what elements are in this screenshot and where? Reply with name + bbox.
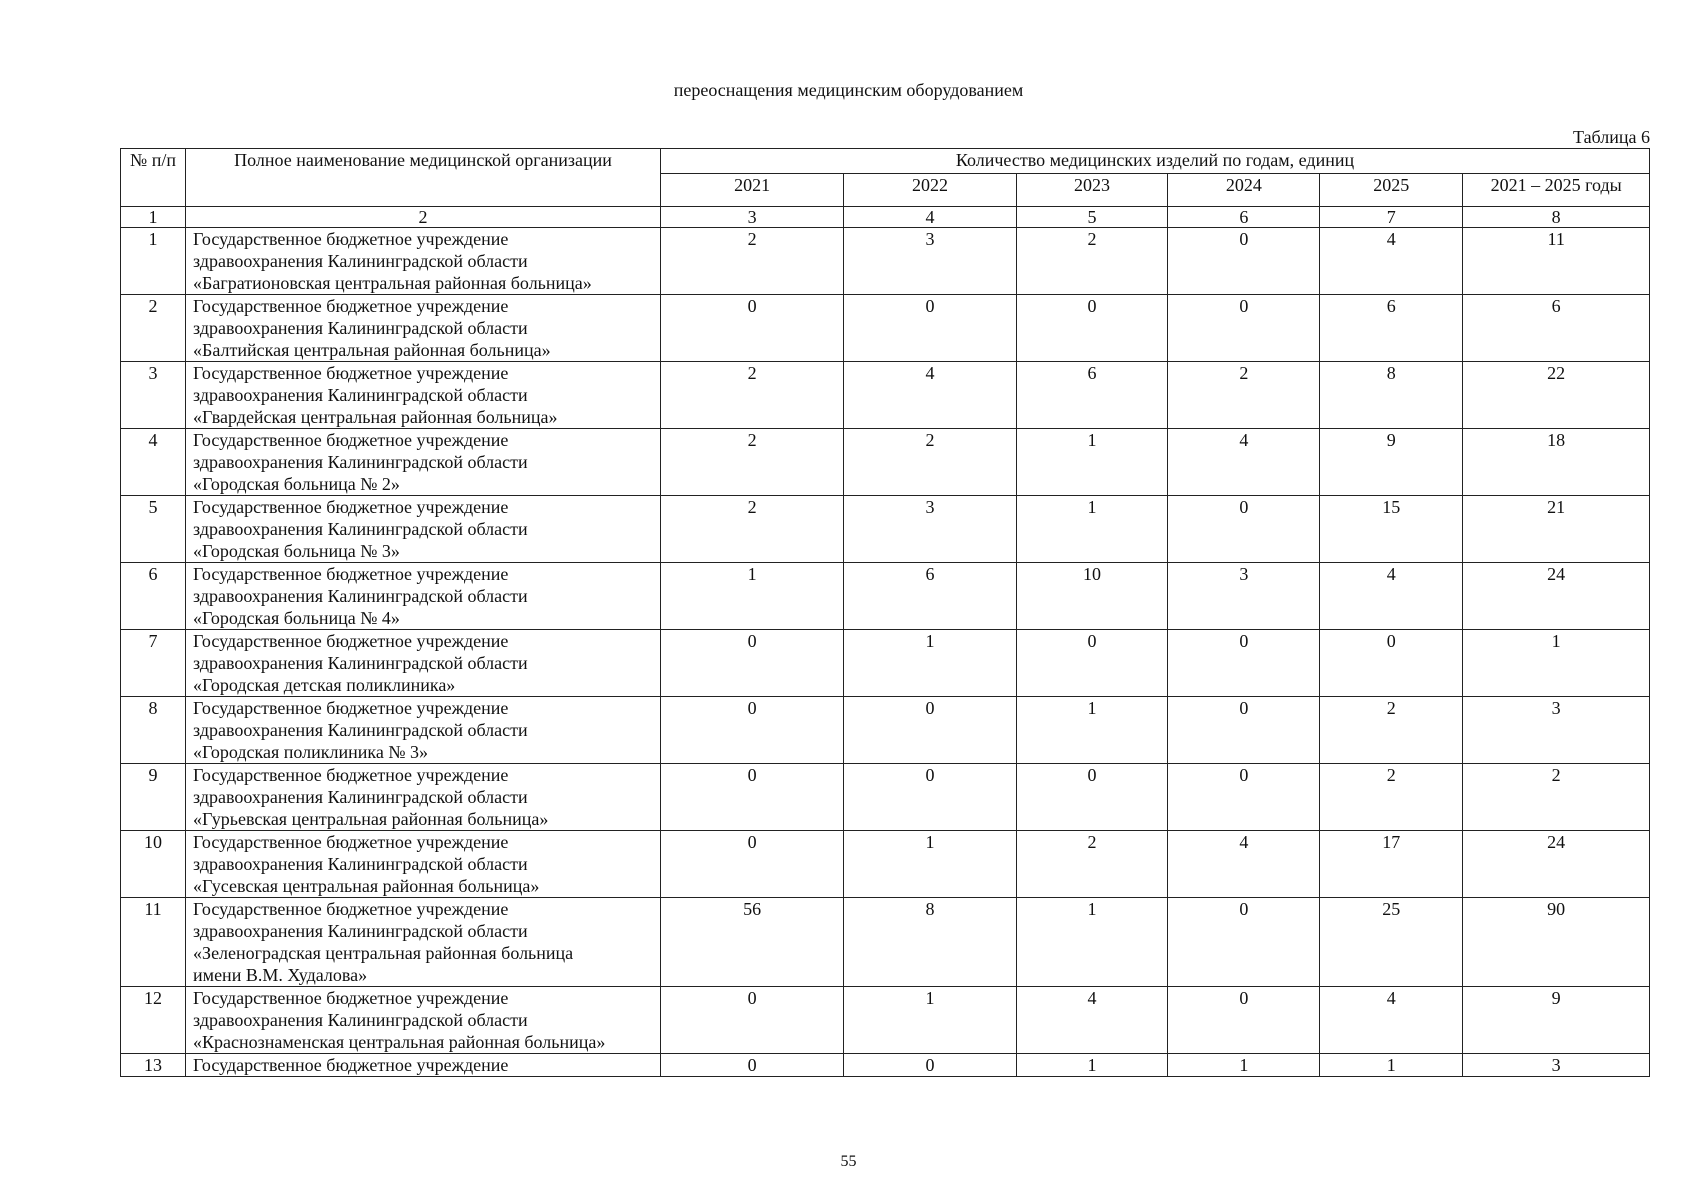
equipment-table <box>120 148 1650 1077</box>
quantity-cell: 1 <box>1016 898 1168 987</box>
quantity-cell: 4 <box>1320 987 1463 1054</box>
quantity-cell: 17 <box>1320 831 1463 898</box>
quantity-cell: 4 <box>1320 563 1463 630</box>
quantity-cell: 0 <box>1168 228 1320 295</box>
organization-name-line: Государственное бюджетное учреждение <box>193 229 509 249</box>
organization-name-line: здравоохранения Калининградской области <box>193 251 528 271</box>
table-row <box>121 1054 1650 1077</box>
organization-name <box>186 228 661 295</box>
organization-name-line: здравоохранения Калининградской области <box>193 787 528 807</box>
organization-name-line: имени В.М. Худалова» <box>193 965 368 985</box>
organization-name <box>186 630 661 697</box>
organization-name <box>186 362 661 429</box>
organization-name-line: здравоохранения Калининградской области <box>193 921 528 941</box>
quantity-cell: 2 <box>844 429 1016 496</box>
header-quantity-group: Количество медицинских изделий по годам, единиц <box>660 149 1649 174</box>
organization-name-line: здравоохранения Калининградской области <box>193 452 528 472</box>
quantity-cell: 0 <box>1016 630 1168 697</box>
row-number: 3 <box>121 362 186 429</box>
organization-name-line: здравоохранения Калининградской области <box>193 1010 528 1030</box>
column-number: 8 <box>1463 207 1650 228</box>
column-number: 3 <box>660 207 843 228</box>
organization-name <box>186 496 661 563</box>
table-row <box>121 496 1650 563</box>
header-year-total: 2021 – 2025 годы <box>1463 174 1650 207</box>
quantity-cell: 0 <box>844 697 1016 764</box>
table-row <box>121 987 1650 1054</box>
quantity-cell: 0 <box>660 987 843 1054</box>
quantity-cell: 1 <box>660 563 843 630</box>
quantity-cell: 6 <box>1016 362 1168 429</box>
quantity-cell: 18 <box>1463 429 1650 496</box>
quantity-cell: 8 <box>844 898 1016 987</box>
row-number: 11 <box>121 898 186 987</box>
table-row <box>121 764 1650 831</box>
organization-name-line: здравоохранения Калининградской области <box>193 720 528 740</box>
quantity-cell: 1 <box>1320 1054 1463 1077</box>
quantity-cell: 24 <box>1463 563 1650 630</box>
organization-name <box>186 429 661 496</box>
quantity-cell: 2 <box>660 496 843 563</box>
organization-name <box>186 295 661 362</box>
quantity-cell: 0 <box>660 630 843 697</box>
quantity-cell: 0 <box>1168 496 1320 563</box>
row-number: 9 <box>121 764 186 831</box>
organization-name-line: «Городская больница № 4» <box>193 608 400 628</box>
row-number: 12 <box>121 987 186 1054</box>
organization-name <box>186 898 661 987</box>
row-number: 7 <box>121 630 186 697</box>
organization-name <box>186 563 661 630</box>
quantity-cell: 0 <box>1168 898 1320 987</box>
organization-name <box>186 831 661 898</box>
header-name: Полное наименование медицинской организации <box>186 149 661 207</box>
column-number: 5 <box>1016 207 1168 228</box>
quantity-cell: 2 <box>660 228 843 295</box>
header-year-2025: 2025 <box>1320 174 1463 207</box>
quantity-cell: 0 <box>1168 764 1320 831</box>
organization-name <box>186 697 661 764</box>
quantity-cell: 1 <box>1016 429 1168 496</box>
column-number: 1 <box>121 207 186 228</box>
table-row <box>121 563 1650 630</box>
quantity-cell: 9 <box>1463 987 1650 1054</box>
quantity-cell: 2 <box>1016 831 1168 898</box>
quantity-cell: 4 <box>1168 831 1320 898</box>
quantity-cell: 9 <box>1320 429 1463 496</box>
table-row <box>121 898 1650 987</box>
row-number: 2 <box>121 295 186 362</box>
quantity-cell: 3 <box>844 496 1016 563</box>
organization-name-line: здравоохранения Калининградской области <box>193 519 528 539</box>
organization-name-line: здравоохранения Калининградской области <box>193 385 528 405</box>
quantity-cell: 1 <box>1016 496 1168 563</box>
organization-name-line: Государственное бюджетное учреждение <box>193 430 509 450</box>
table-row <box>121 429 1650 496</box>
header-year-2021: 2021 <box>660 174 843 207</box>
quantity-cell: 1 <box>1016 697 1168 764</box>
organization-name-line: «Городская больница № 3» <box>193 541 400 561</box>
quantity-cell: 11 <box>1463 228 1650 295</box>
quantity-cell: 0 <box>1016 295 1168 362</box>
page-number: 55 <box>840 1153 857 1170</box>
quantity-cell: 0 <box>1320 630 1463 697</box>
organization-name-line: здравоохранения Калининградской области <box>193 586 528 606</box>
quantity-cell: 3 <box>1168 563 1320 630</box>
row-number: 10 <box>121 831 186 898</box>
page-title: переоснащения медицинским оборудованием <box>673 80 1024 100</box>
organization-name-line: Государственное бюджетное учреждение <box>193 832 509 852</box>
organization-name <box>186 987 661 1054</box>
row-number: 4 <box>121 429 186 496</box>
table-row <box>121 295 1650 362</box>
organization-name-line: Государственное бюджетное учреждение <box>193 899 509 919</box>
quantity-cell: 2 <box>1320 697 1463 764</box>
quantity-cell: 0 <box>660 1054 843 1077</box>
quantity-cell: 0 <box>660 697 843 764</box>
header-year-2024: 2024 <box>1168 174 1320 207</box>
quantity-cell: 2 <box>1463 764 1650 831</box>
quantity-cell: 0 <box>1016 764 1168 831</box>
quantity-cell: 0 <box>1168 295 1320 362</box>
quantity-cell: 0 <box>660 295 843 362</box>
quantity-cell: 1 <box>1168 1054 1320 1077</box>
table-row <box>121 362 1650 429</box>
quantity-cell: 25 <box>1320 898 1463 987</box>
organization-name-line: Государственное бюджетное учреждение <box>193 363 509 383</box>
organization-name-line: «Городская детская поликлиника» <box>193 675 456 695</box>
quantity-cell: 4 <box>844 362 1016 429</box>
table-row <box>121 630 1650 697</box>
quantity-cell: 56 <box>660 898 843 987</box>
row-number: 13 <box>121 1054 186 1077</box>
quantity-cell: 0 <box>1168 697 1320 764</box>
organization-name-line: здравоохранения Калининградской области <box>193 854 528 874</box>
quantity-cell: 4 <box>1168 429 1320 496</box>
header-year-2023: 2023 <box>1016 174 1168 207</box>
organization-name-line: «Краснознаменская центральная районная больница» <box>193 1032 606 1052</box>
organization-name-line: Государственное бюджетное учреждение <box>193 564 509 584</box>
quantity-cell: 0 <box>844 1054 1016 1077</box>
organization-name-line: «Гурьевская центральная районная больница» <box>193 809 549 829</box>
quantity-cell: 15 <box>1320 496 1463 563</box>
quantity-cell: 2 <box>1016 228 1168 295</box>
row-number: 1 <box>121 228 186 295</box>
organization-name-line: Государственное бюджетное учреждение <box>193 296 509 316</box>
organization-name-line: Государственное бюджетное учреждение <box>193 497 509 517</box>
quantity-cell: 1 <box>844 630 1016 697</box>
organization-name-line: «Балтийская центральная районная больница» <box>193 340 551 360</box>
row-number: 5 <box>121 496 186 563</box>
quantity-cell: 0 <box>1168 630 1320 697</box>
organization-name-line: здравоохранения Калининградской области <box>193 318 528 338</box>
organization-name-line: Государственное бюджетное учреждение <box>193 988 509 1008</box>
row-number: 8 <box>121 697 186 764</box>
quantity-cell: 6 <box>1463 295 1650 362</box>
quantity-cell: 2 <box>1168 362 1320 429</box>
quantity-cell: 22 <box>1463 362 1650 429</box>
organization-name-line: «Гвардейская центральная районная больница» <box>193 407 558 427</box>
column-number: 7 <box>1320 207 1463 228</box>
quantity-cell: 6 <box>1320 295 1463 362</box>
organization-name-line: «Городская поликлиника № 3» <box>193 742 429 762</box>
row-number: 6 <box>121 563 186 630</box>
quantity-cell: 1 <box>1463 630 1650 697</box>
table-label: Таблица 6 <box>1573 127 1650 147</box>
quantity-cell: 8 <box>1320 362 1463 429</box>
organization-name-line: «Городская больница № 2» <box>193 474 400 494</box>
quantity-cell: 0 <box>844 295 1016 362</box>
quantity-cell: 2 <box>660 362 843 429</box>
organization-name-line: Государственное бюджетное учреждение <box>193 765 509 785</box>
quantity-cell: 2 <box>1320 764 1463 831</box>
organization-name-line: «Гусевская центральная районная больница» <box>193 876 540 896</box>
column-number: 4 <box>844 207 1016 228</box>
quantity-cell: 90 <box>1463 898 1650 987</box>
column-number-row <box>121 207 1650 228</box>
column-number: 2 <box>186 207 661 228</box>
organization-name-line: Государственное бюджетное учреждение <box>193 1055 509 1075</box>
quantity-cell: 0 <box>844 764 1016 831</box>
column-number: 6 <box>1168 207 1320 228</box>
quantity-cell: 1 <box>844 831 1016 898</box>
quantity-cell: 0 <box>1168 987 1320 1054</box>
quantity-cell: 10 <box>1016 563 1168 630</box>
organization-name-line: «Багратионовская центральная районная больница» <box>193 273 592 293</box>
quantity-cell: 0 <box>660 764 843 831</box>
organization-name-line: «Зеленоградская центральная районная больница <box>193 943 574 963</box>
quantity-cell: 1 <box>844 987 1016 1054</box>
header-year-2022: 2022 <box>844 174 1016 207</box>
quantity-cell: 4 <box>1320 228 1463 295</box>
table-row <box>121 831 1650 898</box>
header-num: № п/п <box>121 149 186 207</box>
quantity-cell: 2 <box>660 429 843 496</box>
quantity-cell: 6 <box>844 563 1016 630</box>
quantity-cell: 1 <box>1016 1054 1168 1077</box>
organization-name <box>186 1054 661 1077</box>
quantity-cell: 21 <box>1463 496 1650 563</box>
quantity-cell: 4 <box>1016 987 1168 1054</box>
quantity-cell: 0 <box>660 831 843 898</box>
quantity-cell: 3 <box>1463 697 1650 764</box>
quantity-cell: 3 <box>844 228 1016 295</box>
quantity-cell: 3 <box>1463 1054 1650 1077</box>
organization-name-line: Государственное бюджетное учреждение <box>193 698 509 718</box>
table-row <box>121 228 1650 295</box>
organization-name-line: Государственное бюджетное учреждение <box>193 631 509 651</box>
organization-name-line: здравоохранения Калининградской области <box>193 653 528 673</box>
organization-name <box>186 764 661 831</box>
table-row <box>121 697 1650 764</box>
quantity-cell: 24 <box>1463 831 1650 898</box>
